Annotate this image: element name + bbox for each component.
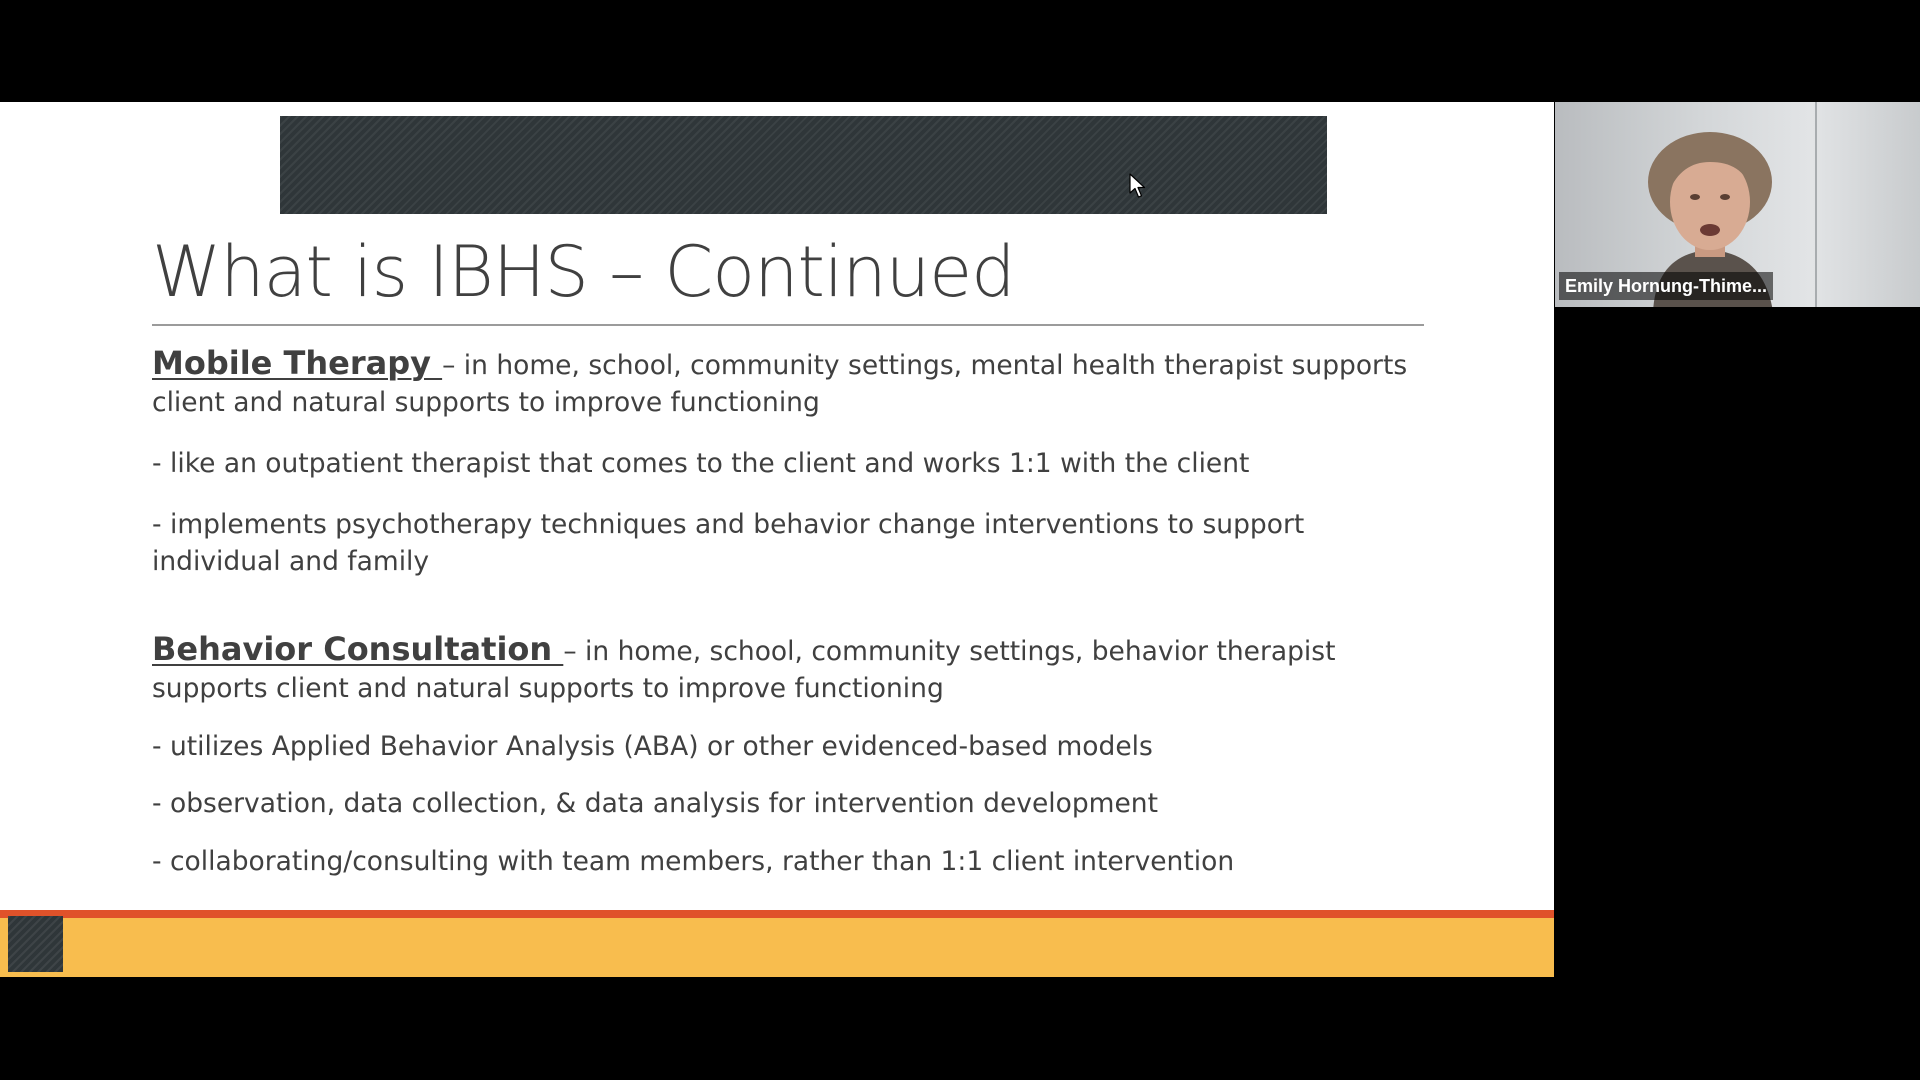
slide-header-banner [280, 116, 1327, 214]
video-background-wall [1815, 102, 1817, 307]
mouse-pointer-icon [1129, 173, 1147, 199]
behavior-consultation-bullet: - collaborating/consulting with team members, rather than 1:1 client intervention [152, 846, 1235, 877]
mobile-therapy-section [152, 345, 1432, 421]
slide-footer-bar [0, 918, 1554, 977]
mobile-therapy-bullet: - like an outpatient therapist that comes to the client and works 1:1 with the client [152, 448, 1250, 479]
mobile-therapy-description: – in home, school, community settings, mental health therapist supports client and natural supports to improve functioning [152, 350, 1408, 418]
behavior-consultation-description: – in home, school, community settings, behavior therapist supports client and natural supports to improve functioning [152, 636, 1336, 704]
participant-video-tile[interactable] [1555, 102, 1920, 307]
behavior-consultation-bullet: - utilizes Applied Behavior Analysis (ABA) or other evidenced-based models [152, 731, 1153, 762]
mobile-therapy-bullet: - implements psychotherapy techniques and behavior change interventions to support individual and family [152, 509, 1305, 577]
slide-title: What is IBHS – Continued [152, 231, 1015, 313]
mobile-therapy-heading: Mobile Therapy [152, 344, 443, 382]
behavior-consultation-section [152, 631, 1432, 707]
title-divider [152, 324, 1424, 326]
footer-logo-block [8, 916, 63, 972]
behavior-consultation-heading: Behavior Consultation [152, 630, 564, 668]
participant-name-label: Emily Hornung-Thime... [1559, 272, 1773, 300]
behavior-consultation-bullet: - observation, data collection, & data analysis for intervention development [152, 788, 1158, 819]
footer-accent-line [0, 910, 1554, 918]
shared-slide [0, 102, 1554, 977]
